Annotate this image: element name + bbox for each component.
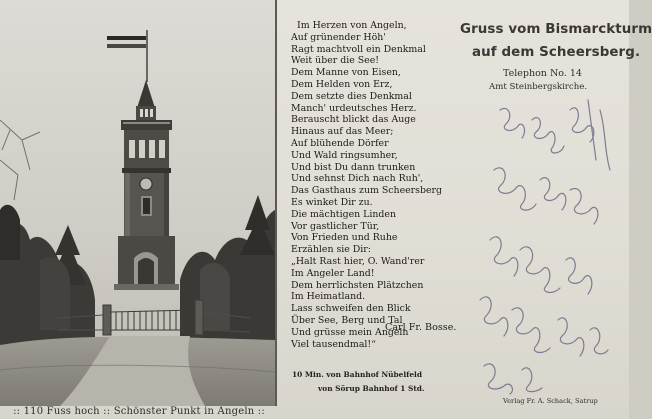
poem-line: Und sehnst Dich nach Ruh', xyxy=(291,173,424,185)
poem-line: Das Gasthaus zum Scheersberg xyxy=(291,185,442,197)
poem-line: Von Frieden und Ruhe xyxy=(291,232,398,244)
poem-line: Vor gastlicher Tür, xyxy=(291,220,380,232)
poem xyxy=(291,20,471,350)
tower-illustration xyxy=(0,0,275,406)
distance-note-1: 10 Min. von Bahnhof Nübelfeld xyxy=(292,370,423,379)
card-title-line2: auf dem Scheersberg. xyxy=(472,45,641,60)
poem-line: Manch' urdeutsches Herz. xyxy=(291,102,417,114)
poem-line: Lass schweifen den Blick xyxy=(291,303,411,315)
telephone-number: Telephon No. 14 xyxy=(503,68,582,79)
poem-line: Dem herrlichsten Plätzchen xyxy=(291,279,424,291)
poem-line: „Halt Rast hier, O. Wand'rer xyxy=(291,255,425,267)
poem-line: Es winket Dir zu. xyxy=(291,196,373,208)
poem-line: Und bist Du dann trunken xyxy=(291,161,416,173)
poem-line: Im Angeler Land! xyxy=(291,267,375,279)
telephone-office: Amt Steinbergskirche. xyxy=(489,82,588,92)
poem-line: Dem setzte dies Denkmal xyxy=(291,90,412,102)
poem-author: Carl Fr. Bosse. xyxy=(385,322,457,333)
poem-line: Dem Helden von Erz, xyxy=(291,78,393,90)
poem-line: Im Herzen von Angeln, xyxy=(297,20,407,31)
poem-line: Und Wald ringsumher, xyxy=(291,149,398,161)
poem-line: Hinaus auf das Meer; xyxy=(291,126,394,138)
tower-photo xyxy=(0,0,277,406)
distance-note-2: von Sörup Bahnhof 1 Std. xyxy=(318,384,425,393)
poem-line: Auf blühende Dörfer xyxy=(291,137,389,149)
poem-line: Über See, Berg und Tal xyxy=(291,314,403,326)
publisher-imprint: Verlag Fr. A. Schack, Satrup xyxy=(503,397,598,405)
poem-line: Viel tausendmal!“ xyxy=(291,338,376,350)
poem-line: Berauscht blickt das Auge xyxy=(291,114,416,126)
poem-line: Im Heimatland. xyxy=(291,291,366,303)
photo-caption: :: 110 Fuss hoch :: Schönster Punkt in Angeln :: xyxy=(13,406,265,417)
handwritten-note xyxy=(470,90,625,395)
poem-line: Dem Manne von Eisen, xyxy=(291,67,401,79)
poem-line: Ragt machtvoll ein Denkmal xyxy=(291,43,426,55)
poem-line: Die mächtigen Linden xyxy=(291,208,396,220)
poem-line: Auf grünender Höh' xyxy=(291,31,386,43)
card-title-line1: Gruss vom Bismarckturm xyxy=(460,22,652,37)
poem-line: Weit über die See! xyxy=(291,55,380,67)
poem-line: Und grüsse mein Angeln xyxy=(291,326,409,338)
poem-line: Erzählen sie Dir: xyxy=(291,244,371,256)
